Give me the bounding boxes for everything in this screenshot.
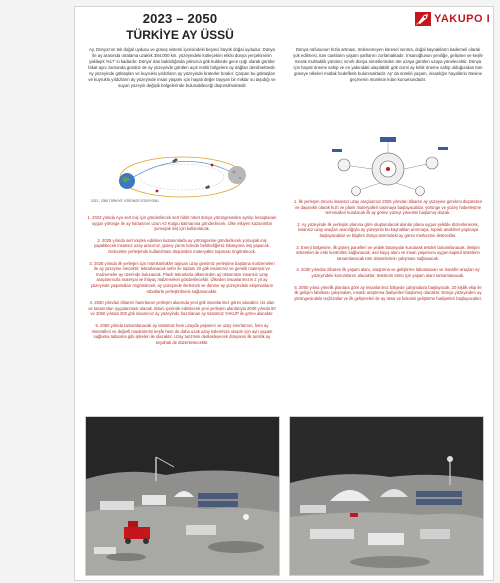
right-items <box>292 199 484 307</box>
list-item: 4. 2030 yılından itibaren ilk yaşam alanı, araştırma ve geliştirme laboratuvarı ve transfer araçları ay yüzeyindeki konumlarını alacaklar; tesislerin tümü için yaşam alanı tamamlanacak. <box>296 267 480 278</box>
list-item: 1. İlk yerleşim öncesi insansız uzay araçlarımız 2025 yılından itibaren ay yüzeyine gerekmi düşünülen ve dayanıklı olarak hızlı ve planlı materyalleri taşımaya başlayacaklar, yörünge ve yüzey haberleşme terminalleri kurulacak ilk ay görevi yüzeyi yönetimi başlamış olacak. <box>293 199 483 216</box>
base-layout-diagram <box>292 135 484 197</box>
brand-name: YAKUPO I <box>434 13 491 25</box>
list-item: 3. 2028 yılında ilk yerleşim için mümkünlükler taşıyan uzay gemimiz yerleşime başlama malzemeleri ile ay yüzeyine inecektir; tekrarlanacak sefer ile toplam 20 gök insanımız ve gerekli materyal ve malzemeler ay üzerinde bulunacak. Planlı tekrarlarla ülkemizden ay üssümüze insansız uzay araçlarımızla materyal ve ihtiyaç malzemeleri gönderilecektir. Ülkeden insanlarımızın 2 yıl ay yüzeyinde yaşamaları öngörülecek; ay yüzeyinde ilerlemek ve dönme ay yüzeyindeki ekipmanların robotlarla yerleştirilmesi sağlanacaktır. <box>89 260 275 294</box>
list-item: 5. 2050 yılında tamamlanacak ay üssümüz hem uzayda yaşamın ve uzay sınırlarının, hem ay mineralleri ve değerli madenlerini keşfe hem de daha uzak uzay üslerimize ulaşım için ayrı yaşam sağlama tatlanma gibi işlevleri ile olacaktır. Uzay turizmini destekleyecek dünyanın ilk turistik ay seyahati de düzenlenecektir. <box>91 322 273 345</box>
orbit-diagram <box>87 147 277 207</box>
moon-base-illustration-right <box>290 417 484 576</box>
page-title: TÜRKİYE AY ÜSSÜ <box>126 28 234 42</box>
moon-base-illustration-left <box>86 417 280 576</box>
list-item: 3. Enerji bölgesine, ilk güneş panelleri ve yedek bataryalar kurularak testleri tamamlanacak, iletişim sistemleri ile enki kontrolleri sağlanacak, asıl kaçış alanı ve insan yaşamına uygun kapsül ünitelerin tamamlanacak tüm sistemlerinin çalışması sağlanacak. <box>296 244 480 261</box>
list-item: 5. 2050 yılına yönelik planlara göre ay insanlarımız bölgede çalışmalara başlayacak, 20 kişilik ekip ile ilk gelişim fabrikası çalışmaları, insanlı araştırma faaliyetleri başlamış olacaktır. Dünya yüzeyinden ay yörüngesindeki teçhizatlar ve ilk gelişmeleri ile ay üssü ve kolonisi geliştirme faaliyetleri başlayacaktır. <box>294 284 482 301</box>
list-item: 4. 2030 yılından itibaren hazırlanan yerleşim alanında yeni gök insanlarımız görev alacaktır. Üs alan ve tasarımları uygulanması olacak. Biluni içerinde edinilecek yeni yerleşim alanlarıyla 2040 yılında 60 ve 2050 yılında 200 gök insanımız ay yüzeyinde hazırlanan ay üssümüz YAKUP ile görev alacaktır. <box>88 300 276 317</box>
list-item: 2. 2025 yılında sert inişten edinilen kazanımlarla ay yörüngesine gönderilecek yumuşak iniş yapabilecek insansız uzay aracımız, güney yarım kürede belirlediğimiz lokasyona iniş yapacak. Gelecekte yerleşimde kullanılması düşünülen materyaller taşıması öngörülecek. <box>94 237 270 254</box>
brand-logo <box>415 12 493 26</box>
moon-base-render-left <box>85 416 280 576</box>
diagram-caption: 2023 - 2050 TÜRKİYE YÖRÜNGE İSTASYONU <box>91 199 159 203</box>
year-range: 2023 – 2050 <box>142 11 218 26</box>
moon-icon <box>228 166 246 184</box>
poster-sheet <box>74 6 494 581</box>
base-layout-graphic <box>292 135 484 197</box>
moon-base-render-right <box>289 416 484 576</box>
left-intro: Ay, Dünya’nın tek doğal uydusu ve güneş sistemi içerisindeki beşinci büyük doğal uydudur. Dünya ile ay arasında ortalama uzaklık 384.000 km. yüzeyindeki kütleçekim etkisi dünya yerçekiminin yaklaşık %17’ si kadardır. Dünya’ dan bakıldığında yalnızca gök kubbede gece ışığı olarak görülür fakat aynı zamanda gündüz de ay yüzeyinde görülen açık renkli bölgelere ay dağları denilmektedir. Ay yüzeyinde göktaşları ve kuyruklu yıldızların ay yüzeyinde kraterler bırakır. Çarpan bu göktaşları ve kuyruklu yıldızların ay yüzeyinde insan yaşamı için hayati değer taşıyan bir miktar su taşıdığı ve suyun yüzeyin değişik bölgelerinde bulunabileceği düşünülmektedir <box>88 47 276 88</box>
right-intro: Dünya nüfusunun hızla artması, önlenemeyen küresel ısınma, doğal kaynakların kademeli olarak yok edilmesi, tüm canlıların yaşam şartlarını zorlamaktadır. İnsanoğlunun yeniliğe, gelişime ve keşfe merak muhtaklık yönünü; sınırlı dünya nimetlerinden öte uzaya görülen uzaya yönelecektir. Dünya için hayati öneme sahip ve en yakındaki ulaşılabilir gök cismi ay kritik öneme sahip olduğundan tüm güneye ülkeleri mutlak hedeflerle bulunmaktadır. Ay’ da süreklı yaşam, insanlığın hayallerin ötesine geçmenin mümkün kılan konumundadır. <box>293 47 483 82</box>
left-items <box>87 215 277 351</box>
orbit-diagram-graphic <box>87 147 277 207</box>
list-item: 2. Ay yüzeyinde ilk yerleşim planına göre oluşturulacak alanlar plana uygun şekilde düzenlenecek, insansız uzay araçları aracılığıyla ay yüzeyinin bu kaynakları arınmaya, toprak analizleri yapmaya başlayacaklar ve bilgileri dünya üzerindeki ay görev merkezine iletecekler. <box>297 221 479 238</box>
header <box>75 7 495 45</box>
list-item: 1. 2023 yılında Aya sert iniş için gönderilecek sert hibrit roket dünya yörüngesinden ayrılıp hesaplanan uygun yörünge ile ay hartasının uzun A3 Kuşpu katmanına gönderilecek. Ülke etkiyen kazanımlar yumuşak iniş için kullanılacak. <box>87 215 277 232</box>
rocket-logo-icon <box>415 12 431 26</box>
